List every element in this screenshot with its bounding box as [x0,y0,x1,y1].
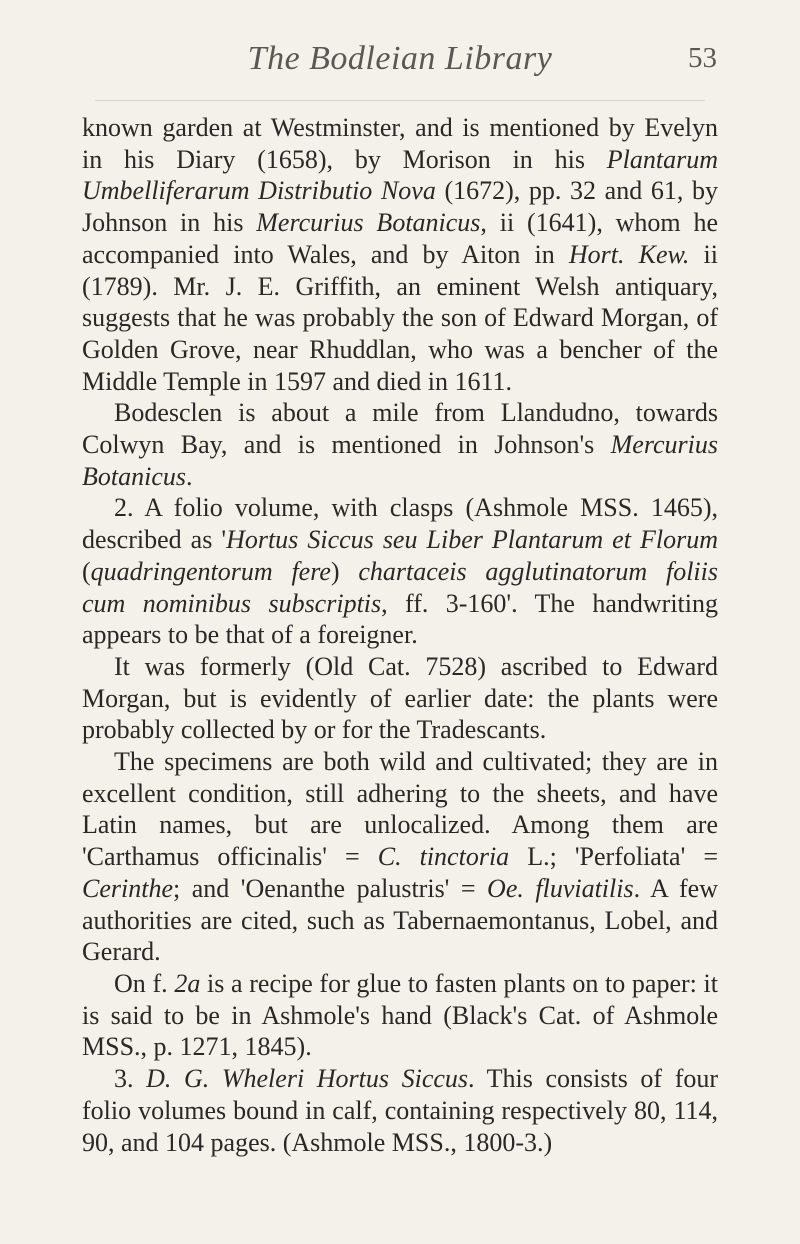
paragraph-p5 [82,746,718,968]
page-number: 53 [688,42,717,74]
italic-run: 2a [174,968,201,998]
italic-run: Oe. fluviatilis [487,873,634,903]
text-run: It was formerly (Old Cat. 7528) ascribed to Edward Morgan, but is evidently of earlier date: the plants were probably collected by or for the Tradescants. [82,651,718,745]
text-run: 2. A folio volume, with clasps (Ashmole MSS. 1465), described as ' [82,493,718,555]
italic-run: C. tinctoria [377,842,510,872]
text-run: . [186,461,193,491]
paragraph-p6 [82,968,718,1063]
text-run: (1672), pp. 32 and 61, by Johnson in his [82,176,718,238]
italic-run: Mercurius Botanicus [256,208,481,238]
text-run: On f. [114,968,175,998]
text-run: ( [82,556,91,586]
text-run: The specimens are both wild and cultivated; they are in excellent condition, still adhering to the sheets, and have Latin names, but are unlocalized. Among them are 'Carthamus officinalis' = [82,747,718,872]
text-run: ii (1789). Mr. J. E. Griffith, an eminent Welsh antiquary, suggests that he was probably the son of Edward Morgan, of Golden Grove, near Rhuddlan, who was a bencher of the Middle Temple in 1597 and died in 1611. [82,239,718,396]
text-run: known garden at Westminster, and is mentioned by Evelyn in his Diary (1658), by Morison in his [82,113,718,174]
running-head-title: The Bodleian Library [247,40,553,77]
italic-run: D. G. Wheleri Hortus Siccus [146,1064,469,1094]
text-run: ; and 'Oenanthe palustris' = [173,873,488,903]
header-rule [95,100,705,101]
text-run: ) [330,556,359,586]
italic-run: Mercurius Botanicus [82,430,718,491]
paragraph-p3 [82,492,718,651]
text-run: . A few authorities are cited, such as Tabernaemontanus, Lobel, and Gerard. [82,873,718,967]
text-run: , ii (1641), whom he accompanied into Wales, and by Aiton in [82,208,718,269]
text-run: is a recipe for glue to fasten plants on to paper: it is said to be in Ashmole's hand (Black's Cat. of Ashmole MSS., p. 1271, 1845). [82,968,719,1062]
text-run: Bodesclen is about a mile from Llandudno, towards Colwyn Bay, and is mentioned in Johnson's [82,398,718,460]
italic-run: Plantarum Umbelliferarum Distributio Nova [82,144,718,206]
body-text [82,112,718,1158]
paragraph-p4 [82,651,718,746]
italic-run: chartaceis agglutinatorum foliis cum nominibus subscriptis [82,556,718,618]
italic-run: Cerinthe [82,873,173,903]
italic-run: quadringentorum fere [90,556,331,586]
paragraph-p2 [82,397,718,492]
paragraph-p1 [82,112,718,397]
text-run: . This consists of four folio volumes bound in calf, containing respectively 80, 114, 90, and 104 pages. (Ashmole MSS., 1800-3.) [82,1064,719,1157]
text-run: 3. [114,1064,147,1094]
text-run: , ff. 3-160'. The handwriting appears to be that of a foreigner. [82,588,719,650]
paragraph-p7 [82,1063,718,1158]
running-head [0,40,800,86]
text-run: L.; 'Perfoliata' = [509,842,718,872]
italic-run: Hortus Siccus seu Liber Plantarum et Florum [226,525,718,555]
italic-run: Hort. Kew. [568,239,690,269]
